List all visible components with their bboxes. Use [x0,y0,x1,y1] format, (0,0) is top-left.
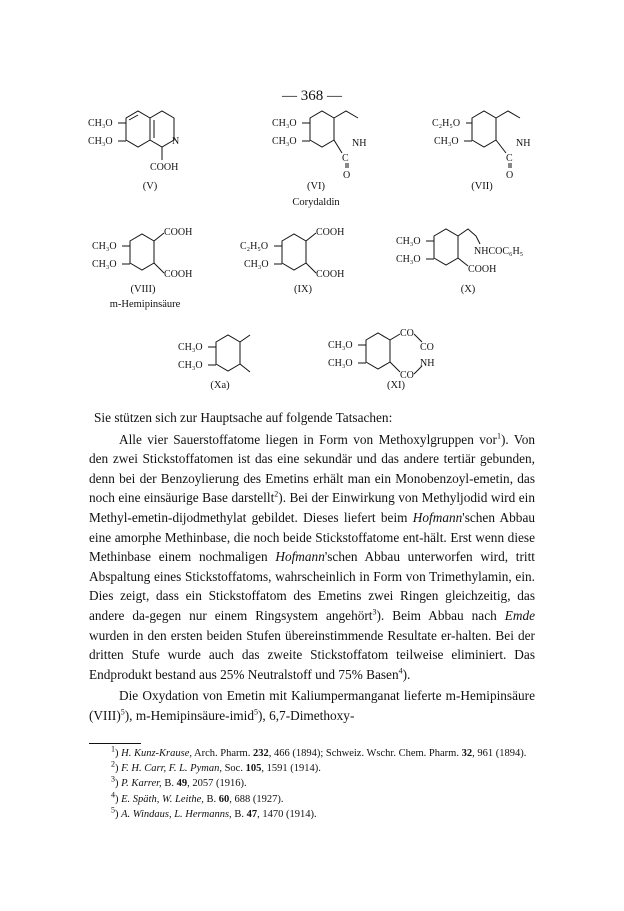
svg-text:CH₃O: CH₃O [178,360,203,371]
structure-sublabel-viii: m-Hemipinsäure [109,299,181,310]
svg-text:CH₃O: CH₃O [178,342,203,353]
svg-text:COOH: COOH [316,227,345,238]
structure-vii [432,106,542,181]
svg-text:C₂H₅O: C₂H₅O [240,241,269,252]
footnote-4: $^4$) E. Späth, W. Leithe, B. 60, 688 (1927). [111,790,284,805]
svg-text:COOH: COOH [316,269,345,280]
svg-text:COOH: COOH [150,162,179,173]
footnote-rule [89,743,141,744]
svg-text:CO: CO [400,328,414,339]
structure-x [396,222,546,284]
svg-text:CH₃O: CH₃O [88,136,113,147]
structure-viii [92,225,212,285]
svg-text:NH: NH [420,358,435,369]
svg-text:CO: CO [400,370,414,381]
svg-text:COOH: COOH [468,264,497,275]
svg-text:CH₃O: CH₃O [88,118,113,129]
structure-v [88,106,198,181]
svg-text:CH₃O: CH₃O [272,118,297,129]
structure-label-vii: (VII) [471,181,493,192]
svg-text:CH₃O: CH₃O [92,259,117,270]
svg-text:CH₃O: CH₃O [434,136,459,147]
svg-text:CH₃O: CH₃O [272,136,297,147]
svg-text:CH₃O: CH₃O [396,254,421,265]
svg-text:COOH: COOH [164,269,193,280]
structure-label-x: (X) [460,284,476,295]
structure-label-v: (V) [142,181,158,192]
structure-label-vi: (VI) [306,181,326,192]
structure-vi [272,106,372,181]
body-text [89,408,535,726]
svg-text:NH: NH [516,138,531,149]
svg-text:C: C [506,153,513,164]
structure-label-xa: (Xa) [210,380,230,391]
svg-text:N: N [172,136,180,147]
structure-xi [328,326,458,384]
svg-text:NH: NH [352,138,367,149]
footnote-1: $^1$) H. Kunz-Krause, Arch. Pharm. 232, 466 (1894); Schweiz. Wschr. Chem. Pharm. 32, 961 (1894). [111,744,527,759]
page-number: — 368 — [282,88,342,104]
svg-text:CH₃O: CH₃O [244,259,269,270]
svg-text:C₂H₅O: C₂H₅O [432,118,461,129]
svg-text:CH₃O: CH₃O [396,236,421,247]
svg-text:CO: CO [420,342,434,353]
footnote-3: $^3$) P. Karrer, B. 49, 2057 (1916). [111,774,247,790]
structure-label-viii: (VIII) [130,284,156,295]
paragraph-2: Die Oxydation von Emetin mit Kaliumpermanganat lieferte m-Hemipinsäure (VIII)$^5$), m-Hemipinsäure-imid$^5$), 6,7-Dimethoxy- [89,688,535,723]
structure-sublabel-vi: Corydaldin [292,197,340,208]
structure-ix [240,225,370,285]
svg-text:O: O [506,170,514,181]
svg-text:CH₃O: CH₃O [92,241,117,252]
paragraph-1: Alle vier Sauerstoffatome liegen in Form von Methoxylgruppen vor$^1$). Von den zwei Stickstoffatomen ist das eine sekundär und das andere tertiär gebunden, denn bei der Benzoylierung des Emetins erhält man ein Monobenzoyl-emetin, das noch eine einsäurige Base darstellt$^2$). Bei der Einwirkung von Methyljodid wird ein Methyl-emetin-dijodmethylat gebildet. Dieses liefert beim Hofmann'schen Abbau eine amorphe Methinbase, die noch beide Stickstoffatome ent-hält. Erst wenn diese Methinbase einem nochmaligen Hofmann'schen Abbau unterworfen wird, tritt Abspaltung eines Stickstoffatoms, wahrscheinlich in Form von Trimethylamin, ein. Dies zeigt, dass ein Stickstoffatom des Emetins zwei Ringen gleichzeitig, das andere da-gegen nur einem Ringsystem angehört$^3$). Beim Abbau nach Emde wurden in den ersten beiden Stufen übereinstimmende Resultate er-halten. Bei der dritten Stufe wurde auch das zweite Stickstoffatom teilweise eliminiert. Das Endprodukt bestand aus 25% Neutralstoff und 75% Basen$^4$). [89,431,535,682]
svg-text:CH₃O: CH₃O [328,340,353,351]
svg-text:NHCOC₆H₅: NHCOC₆H₅ [474,246,524,257]
structure-label-ix: (IX) [293,284,313,295]
svg-text:CH₃O: CH₃O [328,358,353,369]
structure-xa [178,334,268,384]
svg-text:C: C [342,153,349,164]
svg-text:O: O [343,170,351,181]
footnote-2: $^2$) F. H. Carr, F. L. Pyman, Soc. 105, 1591 (1914). [111,759,321,775]
structure-label-xi: (XI) [386,380,406,391]
intro-sentence: Sie stützen sich zur Hauptsache auf folgende Tatsachen: [94,410,393,425]
footnotes [89,746,535,822]
svg-text:COOH: COOH [164,227,193,238]
footnote-5: $^5$) A. Windaus, L. Hermanns, B. 47, 1470 (1914). [111,805,317,820]
